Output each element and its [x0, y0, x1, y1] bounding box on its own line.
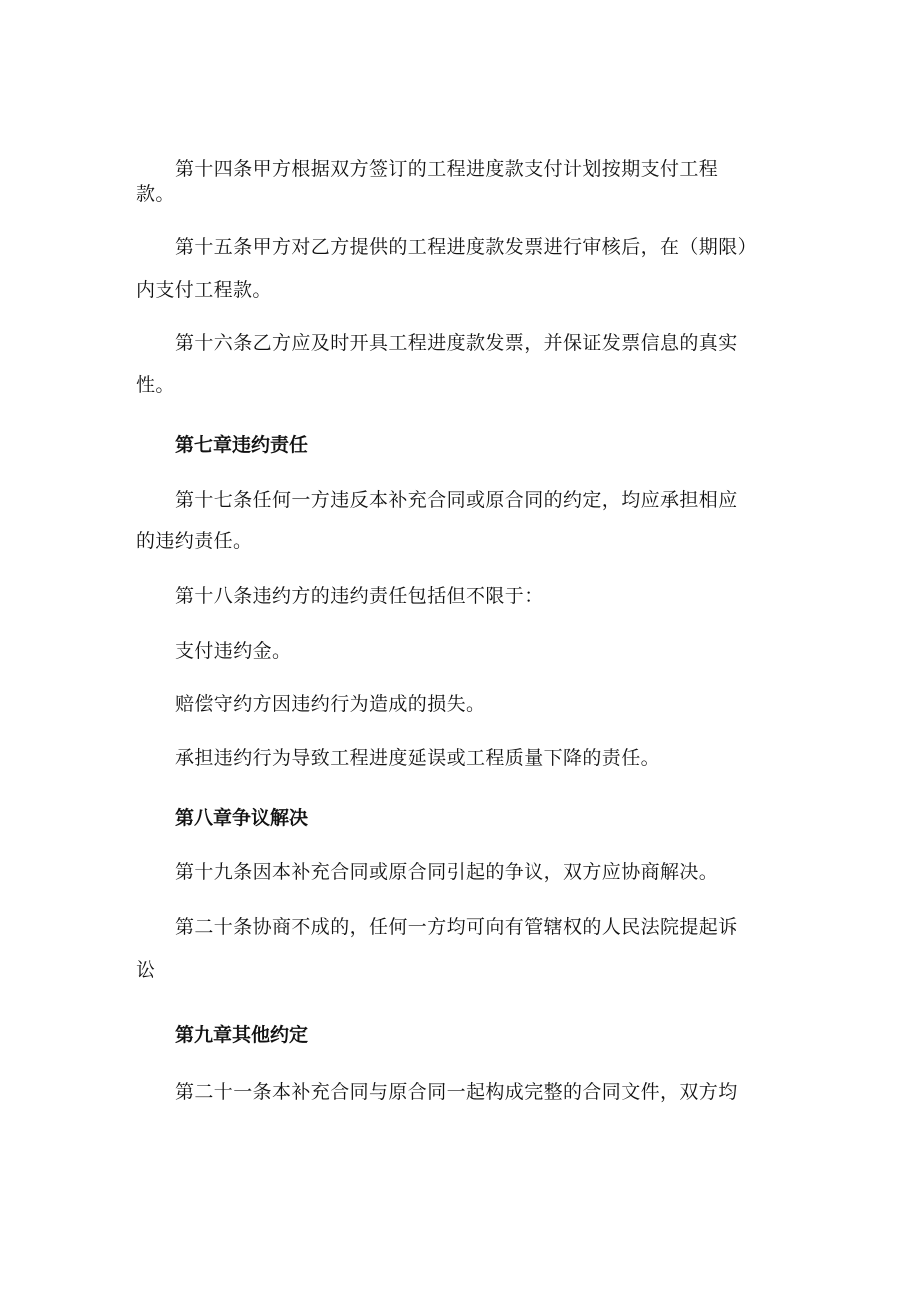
article-18-item-1: 支付违约金。: [175, 640, 292, 662]
article-14-line-1: 第十四条甲方根据双方签订的工程进度款支付计划按期支付工程: [175, 158, 719, 180]
article-16-line-2: 性。: [136, 374, 175, 396]
article-20-line-1: 第二十条协商不成的，任何一方均可向有管辖权的人民法院提起诉: [175, 916, 738, 938]
article-15-line-1: 第十五条甲方对乙方提供的工程进度款发票进行审核后，在（期限）: [175, 236, 758, 258]
article-14-line-2: 款。: [136, 183, 175, 205]
chapter-7-heading: 第七章违约责任: [175, 434, 309, 456]
article-19-line-1: 第十九条因本补充合同或原合同引起的争议，双方应协商解决。: [175, 861, 719, 883]
article-18-item-3: 承担违约行为导致工程进度延误或工程质量下降的责任。: [175, 747, 661, 769]
article-18-line-1: 第十八条违约方的违约责任包括但不限于：: [175, 585, 544, 607]
article-16-line-1: 第十六条乙方应及时开具工程进度款发票，并保证发票信息的真实: [175, 332, 738, 354]
article-21-line-1: 第二十一条本补充合同与原合同一起构成完整的合同文件，双方均: [175, 1081, 738, 1103]
chapter-8-heading: 第八章争议解决: [175, 807, 309, 829]
article-15-line-2: 内支付工程款。: [136, 279, 272, 301]
article-17-line-2: 的违约责任。: [136, 530, 253, 552]
chapter-9-heading: 第九章其他约定: [175, 1024, 309, 1046]
article-18-item-2: 赔偿守约方因违约行为造成的损失。: [175, 693, 486, 715]
article-20-line-2: 讼: [136, 959, 156, 981]
article-17-line-1: 第十七条任何一方违反本补充合同或原合同的约定，均应承担相应: [175, 489, 738, 511]
